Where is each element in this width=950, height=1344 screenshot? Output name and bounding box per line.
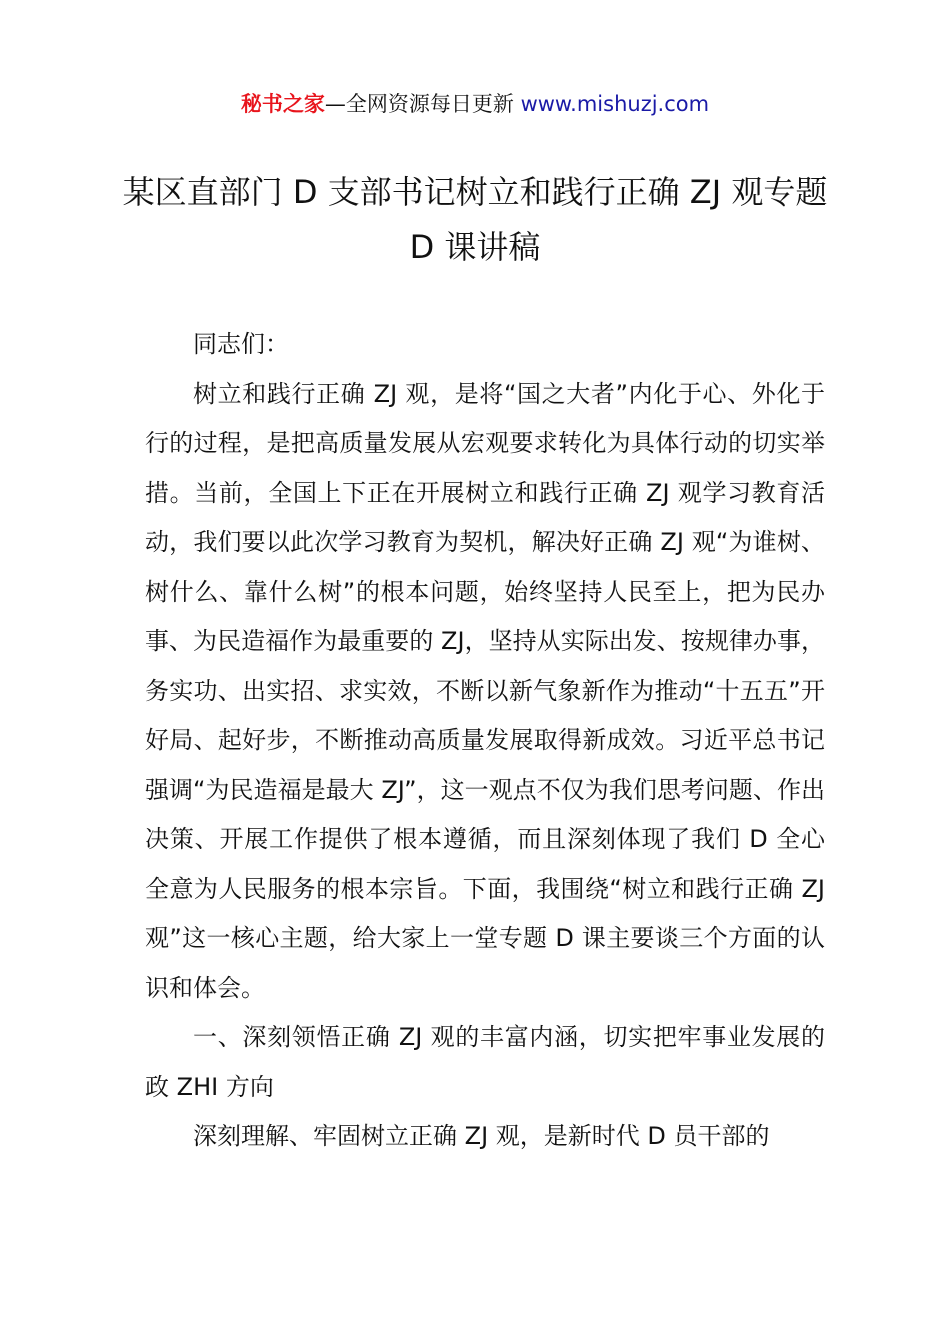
- section-heading-1: 一、深刻领悟正确 ZJ 观的丰富内涵，切实把牢事业发展的政 ZHI 方向: [145, 1023, 825, 1101]
- paragraph-section-1-start: 深刻理解、牢固树立正确 ZJ 观，是新时代 D 员干部的: [193, 1122, 770, 1150]
- brand-name: 秘书之家: [240, 92, 325, 116]
- site-header: [0, 84, 950, 124]
- document-body: [145, 320, 825, 1162]
- paragraph-intro: 树立和践行正确 ZJ 观，是将“国之大者”内化于心、外化于行的过程，是把高质量发展从宏观要求转化为具体行动的切实举措。当前，全国上下正在开展树立和践行正确 ZJ 观学习教育活动，我们要以此次学习教育为契机，解决好正确 ZJ 观“为谁树、树什么、靠什么树”的根本问题，始终坚持人民至上，把为民办事、为民造福作为最重要的 ZJ，坚持从实际出发、按规律办事，务实功、出实招、求实效，不断以新气象新作为推动“十五五”开好局、起好步，不断推动高质量发展取得新成效。习近平总书记强调“为民造福是最大 ZJ”，这一观点不仅为我们思考问题、作出决策、开展工作提供了根本遵循，而且深刻体现了我们 D 全心全意为人民服务的根本宗旨。下面，我围绕“树立和践行正确 ZJ 观”这一核心主题，给大家上一堂专题 D 课主要谈三个方面的认识和体会。: [145, 379, 825, 1002]
- header-tagline: —全网资源每日更新: [324, 92, 521, 116]
- salutation: 同志们：: [193, 330, 289, 358]
- site-url[interactable]: www.mishuzj.com: [520, 92, 710, 116]
- document-title: 某区直部门 D 支部书记树立和践行正确 ZJ 观专题 D 课讲稿: [122, 173, 828, 266]
